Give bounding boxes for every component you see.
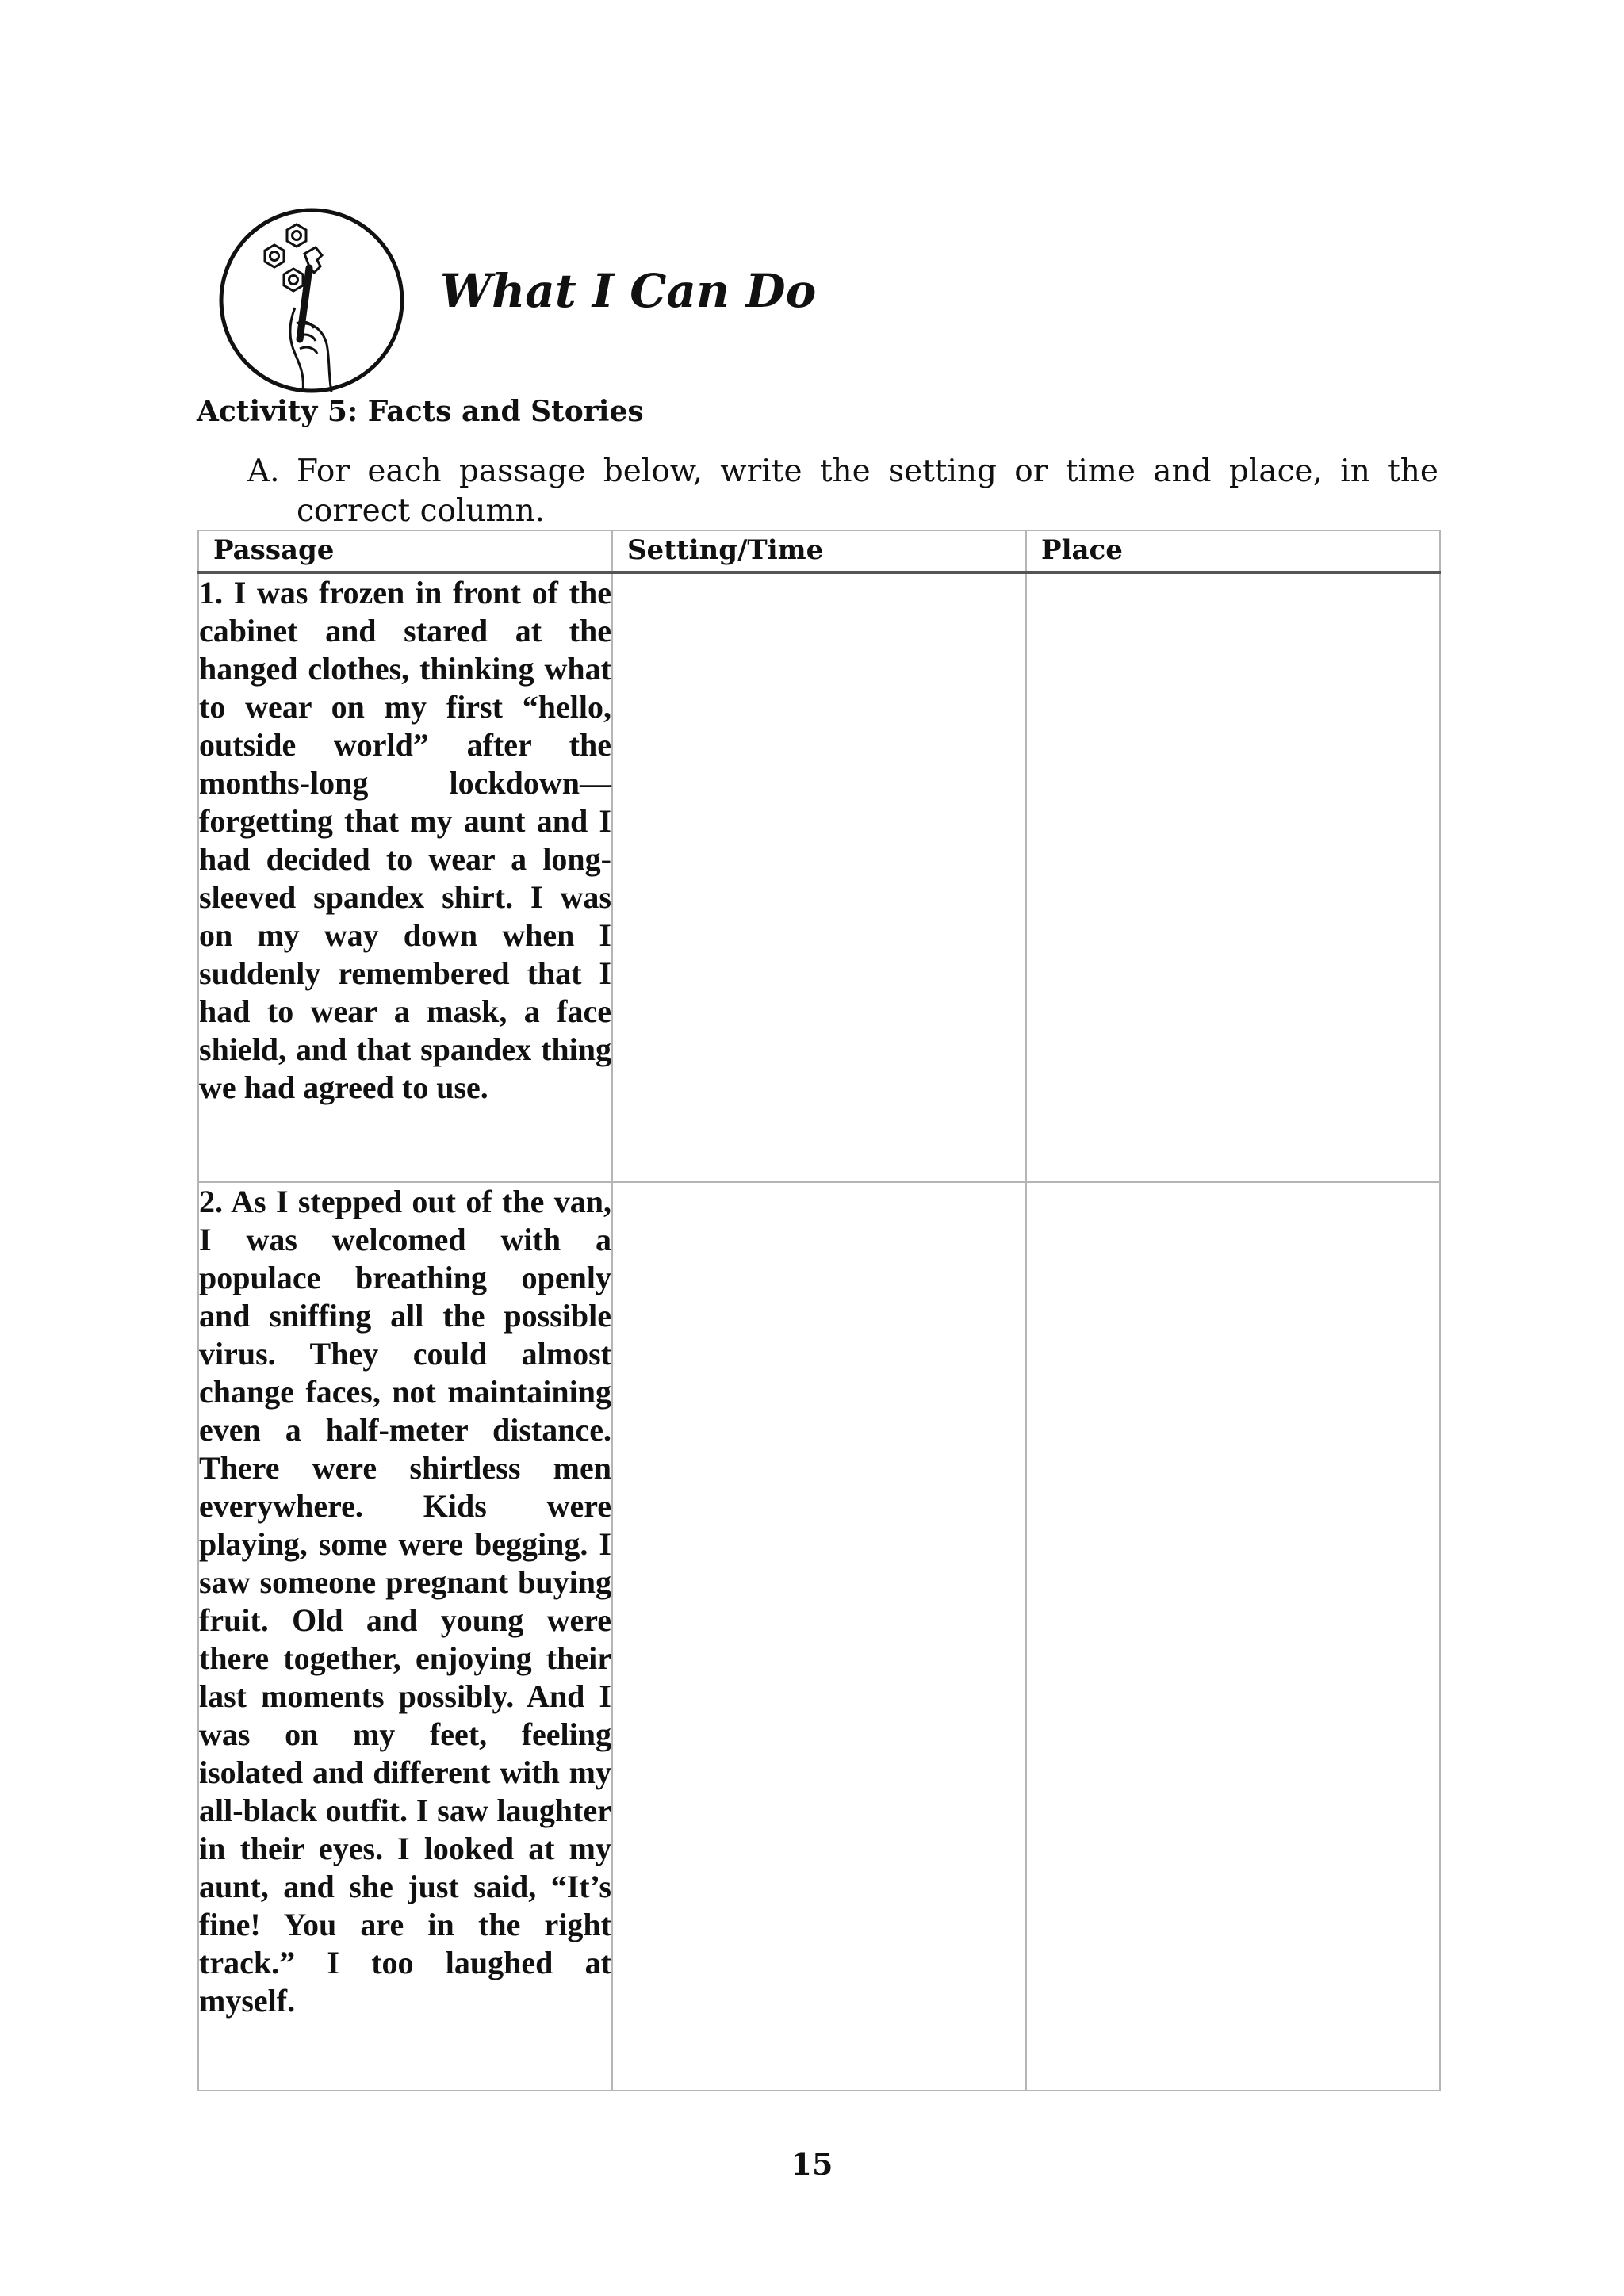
passage-body: I was frozen in front of the cabinet and stared at the hanged clothes, thinking what to wear on my first “hello, outside world” after the months-long lockdown—forgetting that my aunt and I had decided to wear a long-sleeved spandex shirt. I was on my way down when I suddenly remembered that I had to wear a mask, a face shield, and that spandex thing we had agreed to use.: [199, 575, 612, 1105]
table-header-row: [198, 530, 1440, 572]
answer-table: [197, 530, 1441, 2091]
place-answer-cell[interactable]: [1026, 1182, 1440, 2091]
passage-body: As I stepped out of the van, I was welcomed with a populace breathing openly and sniffing all the possible virus. They could almost change faces, not maintaining even a half-meter distance. There were shirtless men everywhere. Kids were playing, some were begging. I saw someone pregnant buying fruit. Old and young were there together, enjoying their last moments possibly. And I was on my feet, feeling isolated and different with my all-black outfit. I saw laughter in their eyes. I looked at my aunt, and she just said, “It’s fine! You are in the right track.” I too laughed at myself.: [199, 1184, 612, 2019]
passage-number: 1.: [199, 575, 223, 610]
column-header-passage: Passage: [198, 530, 612, 572]
hand-holding-wrench-with-nuts-icon: [216, 205, 408, 396]
setting-time-answer-cell[interactable]: [612, 1182, 1026, 2091]
passage-text: [199, 574, 611, 1107]
section-title: What I Can Do: [440, 264, 817, 318]
place-answer-cell[interactable]: [1026, 572, 1440, 1182]
instruction-text: For each passage below, write the setting or time and place, in the correct column.: [297, 453, 1438, 529]
passage-text: [199, 1183, 611, 2020]
instruction: [247, 452, 1438, 531]
passage-cell: [198, 1182, 612, 2091]
table-row: [198, 1182, 1440, 2091]
page-number: 15: [791, 2146, 833, 2182]
passage-cell: [198, 572, 612, 1182]
table-row: [198, 572, 1440, 1182]
column-header-place: Place: [1026, 530, 1440, 572]
instruction-marker: A.: [247, 453, 280, 489]
setting-time-answer-cell[interactable]: [612, 572, 1026, 1182]
column-header-setting-time: Setting/Time: [612, 530, 1026, 572]
passage-number: 2.: [199, 1184, 223, 1219]
activity-title: Activity 5: Facts and Stories: [197, 395, 644, 428]
